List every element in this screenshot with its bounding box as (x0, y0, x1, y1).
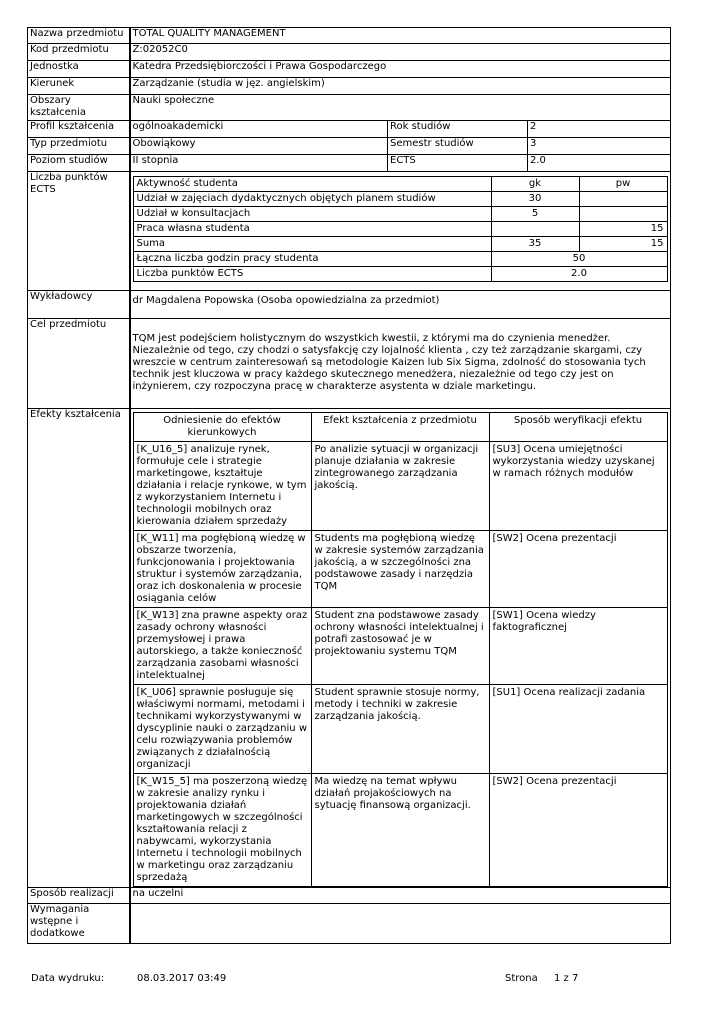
label-obszary: Obszary kształcenia (28, 95, 130, 121)
ects-row-gk: 30 (491, 192, 579, 207)
efekt-effect: Student sprawnie stosuje normy, metody i techniki w zakresie zarządzania jakością. (311, 685, 489, 774)
label-wymagania: Wymagania wstępne i dodatkowe (28, 904, 130, 944)
efekt-method: [SW2] Ocena prezentacji (489, 774, 667, 887)
course-sheet (27, 27, 670, 944)
efekty-header-method: Sposób weryfikacji efektu (489, 413, 667, 442)
ects-header-activity: Aktywność studenta (133, 177, 491, 192)
efekt-effect: Students ma pogłębioną wiedzę w zakresie systemów zarządzania jakością, a w szczególności zna podstawowe zasady i narzędzia TQM (311, 531, 489, 608)
value-typ: Obowiąkowy (130, 138, 388, 155)
page-number: 1 z 7 (554, 973, 579, 984)
value-poziom: II stopnia (130, 155, 388, 172)
table-row (133, 608, 667, 685)
row-kierunek (28, 78, 671, 95)
efekt-ref: [K_W13] zna prawne aspekty oraz zasady ochrony własności przemysłowej i prawa autorskiego, a także konieczność zarządzania zasobami własności intelektualnej (133, 608, 311, 685)
value-kod: Z:02052C0 (130, 44, 671, 61)
ects-row-name: Suma (133, 237, 491, 252)
ects-total-points-value: 2.0 (491, 267, 667, 282)
value-ects: 2.0 (528, 155, 671, 172)
efekty-header-ref: Odniesienie do efektów kierunkowych (133, 413, 311, 442)
row-kod (28, 44, 671, 61)
value-wymagania (130, 904, 671, 944)
row-wykladowcy (28, 291, 671, 319)
efekt-ref: [K_U06] sprawnie posługuje się właściwymi normami, metodami i technikami wykorzystywanymi w dyscyplinie nauki o zarządzaniu w celu rozwiązywania problemów związanych z działalnością organizacji (133, 685, 311, 774)
label-kierunek: Kierunek (28, 78, 130, 95)
ects-total-hours-value: 50 (491, 252, 667, 267)
efekt-method: [SW2] Ocena prezentacji (489, 531, 667, 608)
ects-header-gk: gk (491, 177, 579, 192)
value-jednostka: Katedra Przedsiębiorczości i Prawa Gospodarczego (130, 61, 671, 78)
label-ects: ECTS (388, 155, 528, 172)
efekt-method: [SW1] Ocena wiedzy faktograficznej (489, 608, 667, 685)
value-rok: 2 (528, 121, 671, 138)
row-cel (28, 319, 671, 409)
value-kierunek: Zarządzanie (studia w jęz. angielskim) (130, 78, 671, 95)
label-semestr: Semestr studiów (388, 138, 528, 155)
row-obszary (28, 95, 671, 121)
ects-row-pw (579, 207, 667, 222)
label-sposob: Sposób realizacji (28, 888, 130, 904)
table-row (133, 531, 667, 608)
label-kod: Kod przedmiotu (28, 44, 130, 61)
ects-row-gk: 35 (491, 237, 579, 252)
label-poziom: Poziom studiów (28, 155, 130, 172)
ects-row-name: Udział w zajęciach dydaktycznych objętych planem studiów (133, 192, 491, 207)
ects-row-pw: 15 (579, 222, 667, 237)
ects-row-gk (491, 222, 579, 237)
page-label: Strona (505, 973, 538, 984)
row-efekty (28, 409, 671, 888)
ects-total-hours-label: Łączna liczba godzin pracy studenta (133, 252, 491, 267)
print-date-value: 08.03.2017 03:49 (137, 973, 227, 984)
value-obszary: Nauki społeczne (130, 95, 671, 121)
efekty-header-effect: Efekt kształcenia z przedmiotu (311, 413, 489, 442)
ects-row-pw (579, 192, 667, 207)
value-wykladowcy: dr Magdalena Popowska (Osoba opowiedzialna za przedmiot) (130, 291, 671, 319)
table-row (133, 774, 667, 887)
ects-total-points-label: Liczba punktów ECTS (133, 267, 491, 282)
row-poziom (28, 155, 671, 172)
label-ects-points: Liczba punktów ECTS (28, 172, 130, 291)
value-profil: ogólnoakademicki (130, 121, 388, 138)
value-semestr: 3 (528, 138, 671, 155)
row-wymagania (28, 904, 671, 944)
row-typ (28, 138, 671, 155)
label-nazwa: Nazwa przedmiotu (28, 28, 130, 44)
row-profil (28, 121, 671, 138)
efekt-effect: Student zna podstawowe zasady ochrony własności intelektualnej i potrafi zastosować je w projektowaniu systemu TQM (311, 608, 489, 685)
row-nazwa (28, 28, 671, 44)
label-cel: Cel przedmiotu (28, 319, 130, 409)
ects-row-gk: 5 (491, 207, 579, 222)
label-efekty: Efekty kształcenia (28, 409, 130, 888)
row-sposob (28, 888, 671, 904)
ects-row-name: Udział w konsultacjach (133, 207, 491, 222)
label-typ: Typ przedmiotu (28, 138, 130, 155)
table-row (133, 685, 667, 774)
ects-row-name: Praca własna studenta (133, 222, 491, 237)
value-nazwa: TOTAL QUALITY MANAGEMENT (130, 28, 671, 44)
label-rok: Rok studiów (388, 121, 528, 138)
label-profil: Profil kształcenia (28, 121, 130, 138)
value-cel: TQM jest podejściem holistycznym do wszystkich kwestii, z którymi ma do czynienia menedżer. Niezależnie od tego, czy chodzi o satysfakcję czy lojalność klienta , czy też zarządzanie skargami, czy wreszcie w centrum zainteresowań są metodologie Kaizen lub Six Sigma, zdolność do stosowania tych technik jest kluczowa w pracy każdego skutecznego menedżera, niezależnie od tego czy jest on inżynierem, czy rozpoczyna pracę w charakterze asystenta w dziale marketingu. (130, 319, 671, 409)
row-jednostka (28, 61, 671, 78)
efekt-effect: Po analizie sytuacji w organizacji planuje działania w zakresie zintegrowanego zarządzania jakością. (311, 442, 489, 531)
efekt-method: [SU1] Ocena realizacji zadania (489, 685, 667, 774)
ects-row-pw: 15 (579, 237, 667, 252)
efekty-table (133, 412, 668, 887)
label-jednostka: Jednostka (28, 61, 130, 78)
efekt-effect: Ma wiedzę na temat wpływu działań projakościowych na sytuację finansową organizacji. (311, 774, 489, 887)
print-date-label: Data wydruku: (31, 973, 105, 984)
efekt-ref: [K_W11] ma pogłębioną wiedzę w obszarze tworzenia, funkcjonowania i projektowania struktur i systemów zarządzania, oraz ich doskonalenia w procesie osiągania celów (133, 531, 311, 608)
row-ects-table (28, 172, 671, 291)
efekt-ref: [K_U16_5] analizuje rynek, formułuje cele i strategie marketingowe, kształtuje działania i relacje rynkowe, w tym z wykorzystaniem Internetu i technologii mobilnych oraz kierowania działem sprzedaży (133, 442, 311, 531)
efekt-ref: [K_W15_5] ma poszerzoną wiedzę w zakresie analizy rynku i projektowania działań marketingowych w szczególności kształtowania relacji z nabywcami, wykorzystania Internetu i technologii mobilnych w marketingu oraz zarządzaniu sprzedażą (133, 774, 311, 887)
course-table (27, 27, 671, 944)
value-sposob: na uczelni (130, 888, 671, 904)
label-wykladowcy: Wykładowcy (28, 291, 130, 319)
table-row (133, 442, 667, 531)
ects-table (133, 176, 668, 282)
ects-header-pw: pw (579, 177, 667, 192)
efekt-method: [SU3] Ocena umiejętności wykorzystania wiedzy uzyskanej w ramach różnych modułów (489, 442, 667, 531)
